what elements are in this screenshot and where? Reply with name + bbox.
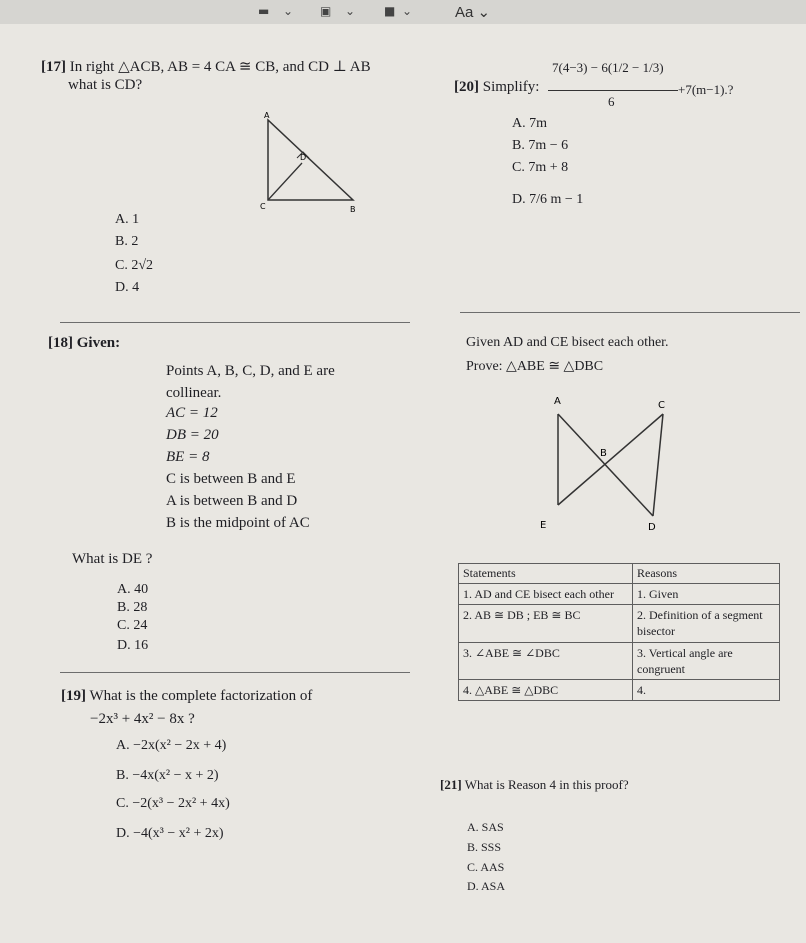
q18-header: [18] Given: (48, 335, 121, 351)
q21-choice-b[interactable]: B. SSS (467, 840, 502, 854)
q18-line: Points A, B, C, D, and E are (166, 363, 335, 379)
q21-choice-d[interactable]: D. ASA (467, 879, 506, 893)
statement-1: 1. AD and CE bisect each other (459, 584, 633, 605)
q19-choice-a[interactable]: A. −2x(x² − 2x + 4) (116, 738, 227, 753)
q19-expression: −2x³ + 4x² − 8x ? (90, 711, 195, 727)
q18-choice-a[interactable]: A. 40 (117, 582, 149, 597)
image-icon[interactable]: ▣ (320, 4, 332, 18)
color-icon[interactable]: ■ (384, 4, 396, 18)
proof-table (458, 563, 780, 701)
chevron-down-icon[interactable]: ⌄ (283, 4, 294, 18)
q18-line: DB = 20 (166, 427, 219, 443)
q18-line: B is the midpoint of AC (166, 515, 310, 531)
table-row (459, 642, 780, 679)
q18-choice-d[interactable]: D. 16 (117, 638, 149, 653)
table-row (459, 679, 780, 700)
q20-numerator: 7(4−3) − 6(1/2 − 1/3) (552, 60, 664, 75)
divider (460, 312, 800, 313)
table-row (459, 605, 780, 642)
proof-given: Given AD and CE bisect each other. (466, 335, 669, 350)
minus-icon[interactable]: ▬ (258, 4, 270, 18)
q21-choice-c[interactable]: C. AAS (467, 860, 505, 874)
header-reasons: Reasons (633, 564, 780, 584)
q19-choice-b[interactable]: B. −4x(x² − x + 2) (116, 768, 219, 783)
label-a: A (554, 396, 561, 407)
divider (60, 672, 410, 673)
q17-choice-c[interactable]: C. 2√2 (115, 258, 154, 273)
q18-choice-c[interactable]: C. 24 (117, 618, 148, 633)
q19-choice-c[interactable]: C. −2(x³ − 2x² + 4x) (116, 796, 230, 811)
label-c: C (658, 400, 665, 411)
header-statements: Statements (459, 564, 633, 584)
q18-line: collinear. (166, 385, 222, 401)
q18-question: What is DE ? (72, 551, 153, 567)
font-size-button[interactable]: Aa ⌄ (455, 4, 491, 21)
editor-toolbar (0, 0, 806, 24)
q20-choice-c[interactable]: C. 7m + 8 (512, 160, 569, 175)
label-d: D (300, 153, 307, 162)
chevron-down-icon[interactable]: ⌄ (345, 4, 356, 18)
q21-choice-a[interactable]: A. SAS (467, 820, 504, 834)
statement-2: 2. AB ≅ DB ; EB ≅ BC (459, 605, 633, 642)
table-row (459, 584, 780, 605)
divider (60, 322, 410, 323)
label-b: B (600, 448, 607, 459)
q19-text: [19] What is the complete factorization of (61, 688, 313, 704)
q18-choice-b[interactable]: B. 28 (117, 600, 148, 615)
q19-choice-d[interactable]: D. −4(x³ − x² + 2x) (116, 826, 224, 841)
q20-choice-a[interactable]: A. 7m (512, 116, 547, 131)
q17-line2: what is CD? (68, 77, 143, 93)
fraction-bar (548, 90, 678, 91)
reason-3: 3. Vertical angle are congruent (633, 642, 780, 679)
label-d: D (648, 522, 656, 533)
chevron-down-icon[interactable]: ⌄ (402, 4, 413, 18)
q17-choice-a[interactable]: A. 1 (115, 212, 140, 227)
q21-text: [21] What is Reason 4 in this proof? (440, 777, 629, 792)
q20-label: [20] Simplify: (454, 79, 540, 95)
q20-choice-d[interactable]: D. 7/6 m − 1 (512, 192, 584, 207)
q18-line: AC = 12 (166, 405, 218, 421)
q18-line: BE = 8 (166, 449, 210, 465)
q18-line: A is between B and D (166, 493, 298, 509)
q17-triangle-figure (248, 108, 363, 218)
label-e: E (540, 520, 547, 531)
reason-2: 2. Definition of a segment bisector (633, 605, 780, 642)
q18-line: C is between B and E (166, 471, 296, 487)
statement-4: 4. △ABE ≅ △DBC (459, 679, 633, 700)
proof-prove: Prove: △ABE ≅ △DBC (466, 359, 604, 374)
q20-tail: +7(m−1).? (678, 82, 734, 97)
reason-4: 4. (633, 679, 780, 700)
reason-1: 1. Given (633, 584, 780, 605)
q20-choice-b[interactable]: B. 7m − 6 (512, 138, 569, 153)
label-b: B (350, 205, 356, 214)
label-c: C (260, 202, 266, 211)
q17-choice-b[interactable]: B. 2 (115, 234, 139, 249)
q17-choice-d[interactable]: D. 4 (115, 280, 140, 295)
q20-denominator: 6 (608, 94, 615, 109)
label-a: A (264, 111, 270, 120)
bowtie-figure (540, 390, 678, 540)
statement-3: 3. ∠ABE ≅ ∠DBC (459, 642, 633, 679)
q17-text: [17] In right △ACB, AB = 4 CA ≅ CB, and CD ⊥ AB (41, 59, 371, 75)
